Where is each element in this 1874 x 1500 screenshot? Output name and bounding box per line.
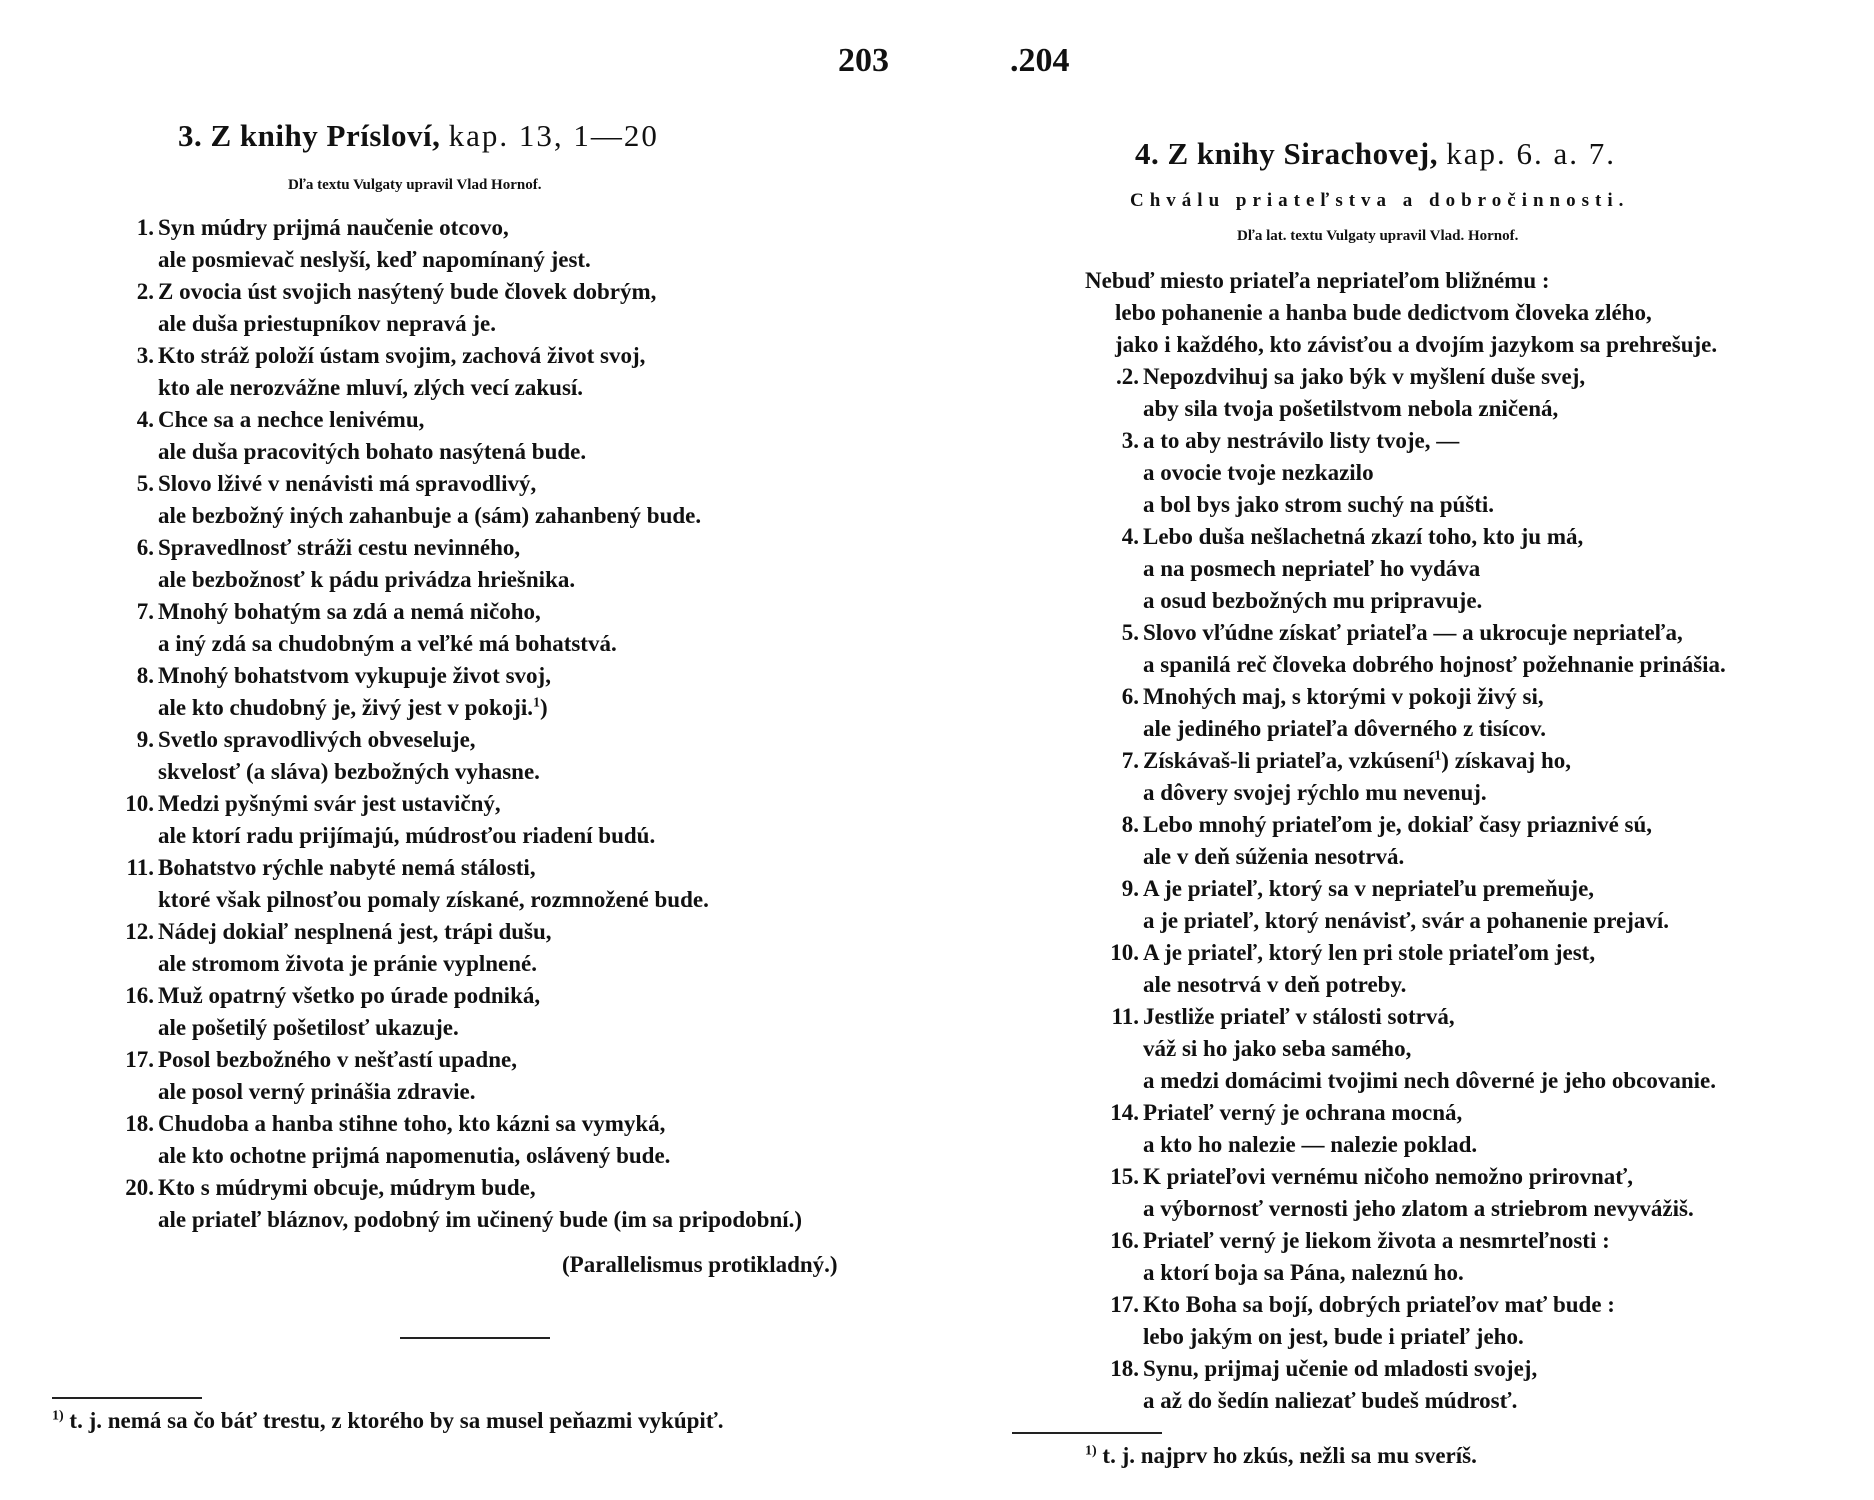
verse-number: 7.: [1121, 748, 1139, 773]
verse-number: 5.: [136, 471, 154, 496]
verse-text: ale bezbožnosť k pádu privádza hriešnika.: [158, 567, 576, 592]
verse-line: [1085, 617, 1726, 649]
verse-line: [1085, 329, 1726, 361]
verse-line: [1085, 1289, 1726, 1321]
verse-text: ale duša priestupníkov nepravá je.: [158, 311, 497, 336]
verse-number: 11.: [126, 855, 154, 880]
verse-text: skvelosť (a sláva) bezbožných vyhasne.: [158, 759, 540, 784]
footnote-rule: [1012, 1432, 1162, 1434]
title-book: 3. Z knihy Prísloví,: [178, 118, 441, 153]
footnote-text: t. j. najprv ho zkús, nežli sa mu sveríš.: [1102, 1443, 1477, 1468]
verse-line: [1085, 777, 1726, 809]
verse-text: a to aby nestrávilo listy tvoje, —: [1143, 428, 1460, 453]
verse-number: .2.: [1116, 364, 1139, 389]
verse-line: [100, 1140, 802, 1172]
verse-text: a na posmech nepriateľ ho vydáva: [1143, 556, 1481, 581]
footnote-ref: 1: [533, 695, 541, 711]
verse-text: Nádej dokiaľ nesplnená jest, trápi dušu,: [158, 919, 552, 944]
verse-text: a až do šedín naliezať budeš múdrosť.: [1143, 1388, 1518, 1413]
verse-line: [1085, 457, 1726, 489]
verse-line: [100, 980, 802, 1012]
verse-line: [100, 820, 802, 852]
verse-line: [1085, 809, 1726, 841]
verse-text-tail: ) získavaj ho,: [1441, 748, 1571, 773]
verse-text: a iný zdá sa chudobným a veľké má bohatstvá.: [158, 631, 617, 656]
verse-number: 10.: [125, 791, 154, 816]
verse-text: Chudoba a hanba stihne toho, kto kázni sa vymyká,: [158, 1111, 666, 1136]
verse-line: [100, 1172, 802, 1204]
verse-text: Svetlo spravodlivých obveseluje,: [158, 727, 476, 752]
verse-number: 18.: [1110, 1356, 1139, 1381]
verse-text: Priateľ verný je ochrana mocná,: [1143, 1100, 1463, 1125]
verse-text: ale v deň súženia nesotrvá.: [1143, 844, 1405, 869]
verse-text: Priateľ verný je liekom života a nesmrteľnosti :: [1143, 1228, 1610, 1253]
verse-text: Synu, prijmaj učenie od mladosti svojej,: [1143, 1356, 1538, 1381]
verse-line: [1085, 841, 1726, 873]
verse-line: [1085, 553, 1726, 585]
verse-text: aby sila tvoja pošetilstvom nebola zničená,: [1143, 396, 1559, 421]
verse-text: A je priateľ, ktorý len pri stole priateľom jest,: [1143, 940, 1596, 965]
verse-line: [1085, 425, 1726, 457]
verse-text: a výbornosť vernosti jeho zlatom a striebrom nevyvážiš.: [1143, 1196, 1694, 1221]
verse-number: 6.: [136, 535, 154, 560]
verse-text: Získávaš-li priateľa, vzkúsení: [1143, 748, 1435, 773]
verse-number: 20.: [125, 1175, 154, 1200]
verse-line: [100, 884, 802, 916]
verse-text: a ktorí boja sa Pána, naleznú ho.: [1143, 1260, 1464, 1285]
verse-text: Mnohých maj, s ktorými v pokoji živý si,: [1143, 684, 1544, 709]
section-divider: [400, 1337, 550, 1339]
title-book: 4. Z knihy Sirachovej,: [1135, 136, 1438, 171]
verse-number: 17.: [125, 1047, 154, 1072]
verse-line: [100, 372, 802, 404]
verse-text: Mnohý bohatým sa zdá a nemá ničoho,: [158, 599, 541, 624]
verse-text: a bol bys jako strom suchý na púšti.: [1143, 492, 1495, 517]
verse-line: [100, 468, 802, 500]
verse-text: Z ovocia úst svojich nasýtený bude človek dobrým,: [158, 279, 657, 304]
footnote-marker: 1): [1085, 1443, 1097, 1459]
verse-line: [1085, 649, 1726, 681]
verse-text: ale kto chudobný je, živý jest v pokoji.: [158, 695, 534, 720]
verse-text: a spanilá reč človeka dobrého hojnosť požehnanie prinášia.: [1143, 652, 1726, 677]
verse-text: a medzi domácimi tvojimi nech dôverné je jeho obcovanie.: [1143, 1068, 1716, 1093]
verse-line: [1085, 361, 1726, 393]
title-chapter: kap. 13, 1—20: [448, 118, 659, 153]
section-subtitle: Chválu priateľstva a dobročinnosti.: [1130, 190, 1630, 211]
verse-number: 4.: [1121, 524, 1139, 549]
verse-line: [100, 628, 802, 660]
verse-line: [1085, 1225, 1726, 1257]
verse-text: a ovocie tvoje nezkazilo: [1143, 460, 1374, 485]
verse-line: [100, 724, 802, 756]
verse-number: 10.: [1110, 940, 1139, 965]
verse-number: 5.: [1121, 620, 1139, 645]
verse-text: Nebuď miesto priateľa nepriateľom bližnému :: [1085, 268, 1550, 293]
verse-number: 12.: [125, 919, 154, 944]
verse-number: 6.: [1121, 684, 1139, 709]
verse-line: [100, 596, 802, 628]
right-page: [937, 0, 1874, 1500]
verse-text: ale nesotrvá v deň potreby.: [1143, 972, 1407, 997]
footnote-ref-paren: ): [540, 695, 548, 720]
verse-text: ale priateľ bláznov, podobný im učinený bude (im sa pripodobní.): [158, 1207, 803, 1232]
verse-text: Slovo vľúdne získať priateľa — a ukrocuje nepriateľa,: [1143, 620, 1683, 645]
verse-line: [100, 404, 802, 436]
verse-line: [1085, 1321, 1726, 1353]
footnote: [1085, 1443, 1477, 1469]
verse-line: [100, 660, 802, 692]
verse-line: [100, 1204, 802, 1236]
verse-line: [100, 1012, 802, 1044]
verse-line: [1085, 393, 1726, 425]
verse-line: [1085, 1129, 1726, 1161]
verse-line: [1085, 873, 1726, 905]
verse-text: Bohatstvo rýchle nabyté nemá stálosti,: [158, 855, 536, 880]
verse-text: ale pošetilý pošetilosť ukazuje.: [158, 1015, 459, 1040]
section-title: [1135, 136, 1616, 172]
verse-text: ale kto ochotne prijmá napomenutia, oslávený bude.: [158, 1143, 671, 1168]
verse-text: ale bezbožný iných zahanbuje a (sám) zahanbený bude.: [158, 503, 702, 528]
verse-line: [1085, 1193, 1726, 1225]
verse-line: [1085, 1353, 1726, 1385]
verse-line: [1085, 1001, 1726, 1033]
verse-line: [100, 756, 802, 788]
translation-credit: Dľa textu Vulgaty upravil Vlad Hornof.: [288, 177, 542, 193]
verse-number: 8.: [136, 663, 154, 688]
verse-line: [1085, 489, 1726, 521]
verse-number: 9.: [1121, 876, 1139, 901]
verse-text: Medzi pyšnými svár jest ustavičný,: [158, 791, 501, 816]
verse-text: K priateľovi vernému ničoho nemožno prirovnať,: [1143, 1164, 1633, 1189]
verse-text: Spravedlnosť stráži cestu nevinného,: [158, 535, 521, 560]
verse-text: lebo jakým on jest, bude i priateľ jeho.: [1143, 1324, 1524, 1349]
verse-text: ale posmievač neslyší, keď napomínaný jest.: [158, 247, 591, 272]
verse-text: Kto s múdrymi obcuje, múdrym bude,: [158, 1175, 536, 1200]
verse-number: 16.: [125, 983, 154, 1008]
verse-line: [100, 308, 802, 340]
verse-number: 15.: [1110, 1164, 1139, 1189]
verse-number: 3.: [1121, 428, 1139, 453]
verse-number: 2.: [136, 279, 154, 304]
verse-line: [100, 500, 802, 532]
verse-number: 18.: [125, 1111, 154, 1136]
verse-text: Lebo duša nešlachetná zkazí toho, kto ju má,: [1143, 524, 1584, 549]
verse-line: [100, 692, 802, 724]
translation-credit: Dľa lat. textu Vulgaty upravil Vlad. Hornof.: [1237, 228, 1519, 244]
footnote-marker: 1): [52, 1408, 64, 1424]
verse-text: jako i každého, kto závisťou a dvojím jazykom sa prehrešuje.: [1115, 332, 1718, 357]
verse-text: kto ale nerozvážne mluví, zlých vecí zakusí.: [158, 375, 584, 400]
verse-text: ale duša pracovitých bohato nasýtená bude.: [158, 439, 587, 464]
verse-line: [1085, 713, 1726, 745]
verse-line: [1085, 1097, 1726, 1129]
verse-line: [100, 852, 802, 884]
verse-line: [100, 916, 802, 948]
page-number: 203: [838, 42, 889, 79]
verse-number: 16.: [1110, 1228, 1139, 1253]
verse-line: [1085, 905, 1726, 937]
verse-list: [1085, 265, 1726, 1417]
verse-line: [1085, 521, 1726, 553]
verse-number: 11.: [1111, 1004, 1139, 1029]
verse-line: [1085, 1257, 1726, 1289]
verse-text: Jestliže priateľ v stálosti sotrvá,: [1143, 1004, 1455, 1029]
page-number: .204: [1010, 42, 1070, 79]
verse-line: [100, 212, 802, 244]
verse-text: a kto ho nalezie — nalezie poklad.: [1143, 1132, 1478, 1157]
verse-text: ale ktorí radu prijímajú, múdrosťou riadení budú.: [158, 823, 656, 848]
verse-line: [1085, 297, 1726, 329]
verse-text: Nepozdvihuj sa jako býk v myšlení duše svej,: [1143, 364, 1586, 389]
verse-line: [100, 244, 802, 276]
verse-text: Chce sa a nechce lenivému,: [158, 407, 425, 432]
verse-line: [100, 1108, 802, 1140]
verse-line: [100, 788, 802, 820]
verse-line: [1085, 745, 1726, 777]
verse-text: ale jediného priateľa dôverného z tisícov.: [1143, 716, 1547, 741]
parallelism-note: (Parallelismus protikladný.): [562, 1252, 838, 1277]
verse-text: Kto Boha sa bojí, dobrých priateľov mať bude :: [1143, 1292, 1615, 1317]
verse-line: [1085, 1065, 1726, 1097]
verse-line: [100, 564, 802, 596]
verse-text: Posol bezbožného v nešťastí upadne,: [158, 1047, 517, 1072]
footnote: [52, 1405, 912, 1437]
verse-line: [1085, 681, 1726, 713]
verse-number: 8.: [1121, 812, 1139, 837]
footnote-text: t. j. nemá sa čo báť trestu, z ktorého by sa musel peňazmi vykúpiť.: [69, 1408, 724, 1433]
verse-line: [1085, 1033, 1726, 1065]
verse-text: lebo pohanenie a hanba bude dedictvom človeka zlého,: [1115, 300, 1652, 325]
verse-text: a dôvery svojej rýchlo mu nevenuj.: [1143, 780, 1487, 805]
verse-number: 3.: [136, 343, 154, 368]
verse-text: váž si ho jako seba samého,: [1143, 1036, 1412, 1061]
verse-number: 4.: [136, 407, 154, 432]
verse-line: [1085, 1161, 1726, 1193]
verse-line: [100, 1044, 802, 1076]
verse-number: 1.: [136, 215, 154, 240]
verse-text: Syn múdry prijmá naučenie otcovo,: [158, 215, 509, 240]
verse-line: [100, 436, 802, 468]
verse-line: [1085, 585, 1726, 617]
verse-text: a osud bezbožných mu pripravuje.: [1143, 588, 1483, 613]
verse-number: 7.: [136, 599, 154, 624]
verse-text: Mnohý bohatstvom vykupuje život svoj,: [158, 663, 551, 688]
footnote-ref: 1: [1434, 748, 1442, 764]
verse-text: Lebo mnohý priateľom je, dokiaľ časy priaznivé sú,: [1143, 812, 1653, 837]
verse-number: 17.: [1110, 1292, 1139, 1317]
verse-line: [100, 1076, 802, 1108]
verse-text: ale posol verný prinášia zdravie.: [158, 1079, 476, 1104]
verse-text: ale stromom života je pránie vyplnené.: [158, 951, 538, 976]
verse-number: 14.: [1110, 1100, 1139, 1125]
verse-text: A je priateľ, ktorý sa v nepriateľu premeňuje,: [1143, 876, 1595, 901]
title-chapter: kap. 6. a. 7.: [1446, 136, 1616, 171]
verse-line: [1085, 969, 1726, 1001]
verse-text: Slovo lživé v nenávisti má spravodlivý,: [158, 471, 537, 496]
verse-number: 9.: [136, 727, 154, 752]
verse-line: [100, 948, 802, 980]
verse-list: [100, 212, 802, 1236]
section-title: [178, 118, 659, 154]
verse-line: [100, 532, 802, 564]
verse-line: [100, 276, 802, 308]
verse-line: [1085, 1385, 1726, 1417]
verse-text: a je priateľ, ktorý nenávisť, svár a pohanenie prejaví.: [1143, 908, 1669, 933]
verse-text: ktoré však pilnosťou pomaly získané, rozmnožené bude.: [158, 887, 709, 912]
verse-text: Kto stráž položí ústam svojim, zachová život svoj,: [158, 343, 646, 368]
verse-line: [100, 340, 802, 372]
verse-line: [1085, 265, 1726, 297]
footnote-rule: [52, 1397, 202, 1399]
verse-text: Muž opatrný všetko po úrade podniká,: [158, 983, 541, 1008]
verse-line: [1085, 937, 1726, 969]
